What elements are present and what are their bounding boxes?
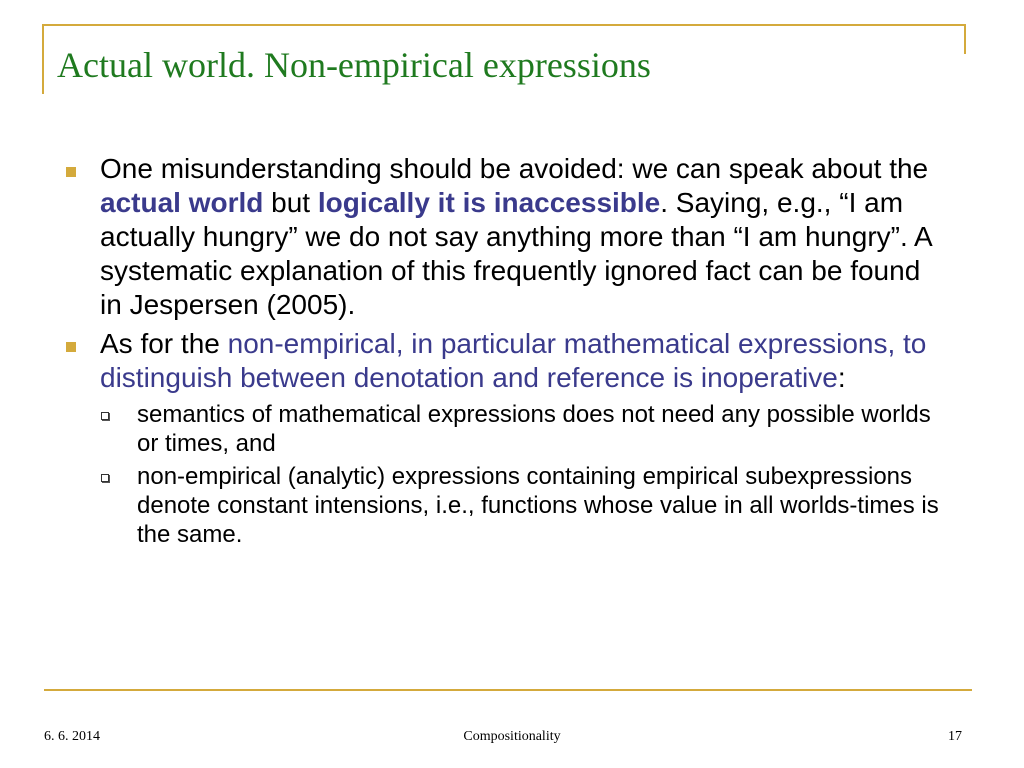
- square-bullet-icon: [66, 342, 76, 352]
- square-bullet-icon: [66, 167, 76, 177]
- bullet-1-text: One misunderstanding should be avoided: we can speak about the: [100, 153, 929, 184]
- sub-bullet-2-text: non-empirical (analytic) expressions containing empirical subexpressions denote constant intensions, i.e., functions whose value in all worlds-times is the same.: [137, 463, 939, 548]
- bullet-2-text: As for the: [100, 328, 228, 359]
- sub-bullet-1-text: semantics of mathematical expressions does not need any possible worlds or times, and: [137, 401, 931, 457]
- bullet-1-highlight-actual-world: actual world: [100, 187, 264, 218]
- bullet-1-text-3: . Saying, e.g., “I am actually hungry” we do not say anything more than “I am hungry”. A systematic explanation of this frequently ignored fact can be found in Jespersen (2005).: [100, 187, 932, 320]
- bullet-1-text-2: but: [263, 187, 318, 218]
- bullet-2-highlight: non-empirical, in particular mathematical expressions, to distinguish between denotation and reference is inoperative: [100, 328, 927, 393]
- footer-rule: [44, 689, 972, 691]
- sub-bullet-item-1: [66, 400, 946, 458]
- frame-right-rule: [964, 24, 966, 54]
- sub-bullet-item-2: [66, 462, 946, 549]
- bullet-item-1: [66, 152, 946, 322]
- hollow-square-bullet-icon: [101, 474, 109, 482]
- frame-top-rule: [42, 24, 966, 26]
- slide-content: [66, 152, 946, 549]
- bullet-item-2: [66, 327, 946, 395]
- slide-title: Actual world. Non-empirical expressions: [57, 45, 651, 85]
- footer-date: 6. 6. 2014: [44, 729, 100, 744]
- hollow-square-bullet-icon: [101, 412, 109, 420]
- bullet-2-text-2: :: [837, 362, 846, 393]
- frame-left-rule: [42, 24, 44, 94]
- bullet-1-highlight-inaccessible: logically it is inaccessible: [317, 187, 661, 218]
- footer-title: Compositionality: [463, 729, 561, 744]
- page-number: 17: [948, 729, 962, 744]
